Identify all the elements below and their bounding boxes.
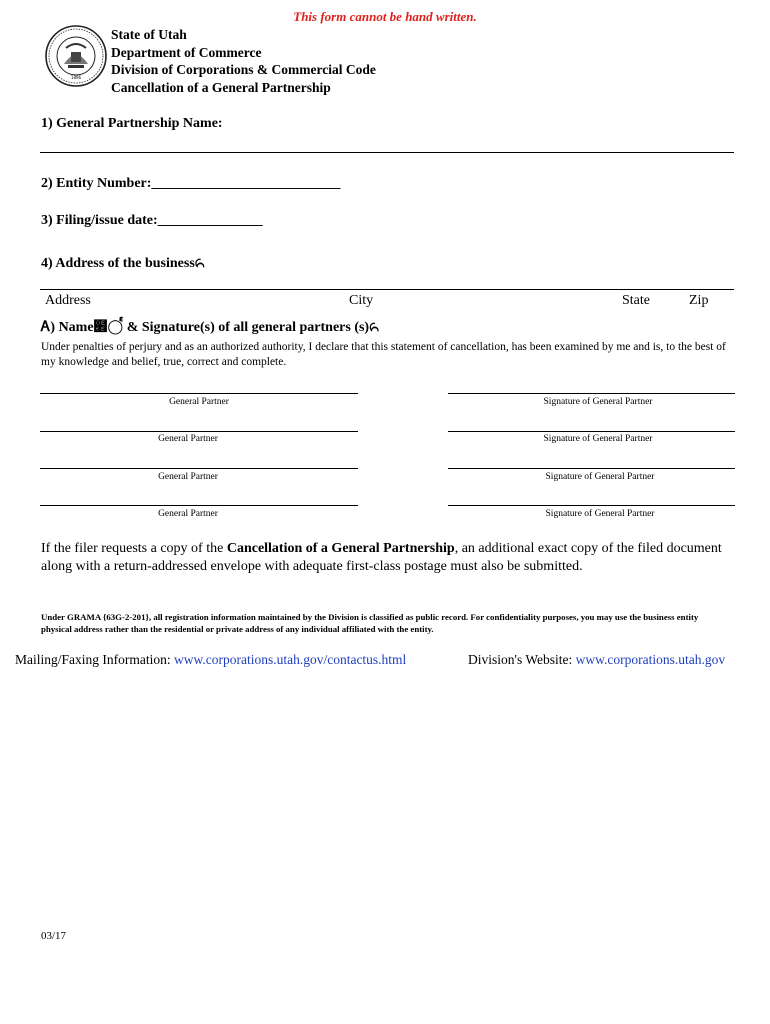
- general-partner-caption: General Partner: [158, 434, 218, 444]
- mailing-info: [15, 652, 406, 668]
- contact-us-link[interactable]: www.corporations.utah.gov/contactus.html: [173, 652, 407, 667]
- website-info: [468, 652, 725, 668]
- question-entity-number: 2) Entity Number:___________________________: [41, 176, 341, 191]
- website-label: Division's Website:: [468, 652, 576, 667]
- form-version: 03/17: [41, 930, 67, 942]
- city-label: City: [349, 293, 374, 308]
- question-business-address: 4) Address of the businessᬏ: [41, 256, 205, 271]
- address-label: Address: [45, 293, 91, 308]
- signature-caption: Signature of General Partner: [543, 434, 653, 444]
- general-partner-field[interactable]: [40, 468, 358, 469]
- partner-signature-field[interactable]: [448, 431, 735, 432]
- general-partner-field[interactable]: [40, 505, 358, 506]
- handwritten-warning: This form cannot be hand written.: [293, 9, 477, 24]
- header-form-title: Cancellation of a General Partnership: [111, 79, 331, 95]
- copy-request-note: [41, 540, 731, 576]
- signature-caption: Signature of General Partner: [545, 472, 655, 482]
- zip-label: Zip: [689, 293, 709, 308]
- grama-notice: Under GRAMA {63G-2-201}, all registration information maintained by the Division is classified as public record. For confidentiality purposes, you may use the business entity physical address rather than the residential or private address of any individual affiliated with the entity.: [41, 612, 699, 634]
- question-partnership-name: 1) General Partnership Name:: [41, 116, 223, 131]
- copy-note-start: If the filer requests a copy of the: [41, 541, 227, 556]
- header-state: State of Utah: [111, 27, 187, 42]
- partner-signature-field[interactable]: [448, 393, 735, 394]
- signature-caption: Signature of General Partner: [545, 509, 655, 519]
- perjury-attestation: Under penalties of perjury and as an authorized authority, I declare that this statement of cancellation, has been examined by me and is, to the best of my knowledge and belief, true, correct and complete.: [41, 341, 726, 368]
- general-partner-field[interactable]: [40, 393, 358, 394]
- question-filing-date: 3) Filing/issue date:_______________: [41, 213, 263, 228]
- partnership-name-field[interactable]: [40, 152, 734, 153]
- mailing-label: Mailing/Faxing Information:: [15, 652, 174, 667]
- state-label: State: [622, 293, 650, 308]
- general-partner-caption: General Partner: [158, 509, 218, 519]
- form-header: [111, 26, 376, 96]
- business-address-field[interactable]: [40, 289, 734, 290]
- state-seal-logo: [44, 24, 108, 88]
- division-website-link[interactable]: www.corporations.utah.gov: [575, 652, 726, 667]
- copy-note-form-name: Cancellation of a General Partnership: [226, 541, 455, 556]
- question-names-signatures: Ꭺ) Name๫◯๎ & Signature(s) of all general partners (s)ᬏ: [41, 320, 380, 335]
- general-partner-caption: General Partner: [169, 397, 229, 407]
- partner-signature-field[interactable]: [448, 505, 735, 506]
- svg-text:1896: 1896: [70, 75, 82, 80]
- general-partner-caption: General Partner: [158, 472, 218, 482]
- general-partner-field[interactable]: [40, 431, 358, 432]
- partner-signature-field[interactable]: [448, 468, 735, 469]
- header-division: Division of Corporations & Commercial Code: [111, 62, 376, 77]
- signature-caption: Signature of General Partner: [543, 397, 653, 407]
- copy-note-end: , an additional exact copy of the filed document along with a return-addressed envelope with adequate first-class postage must also be submitted.: [41, 541, 722, 574]
- header-department: Department of Commerce: [111, 44, 262, 60]
